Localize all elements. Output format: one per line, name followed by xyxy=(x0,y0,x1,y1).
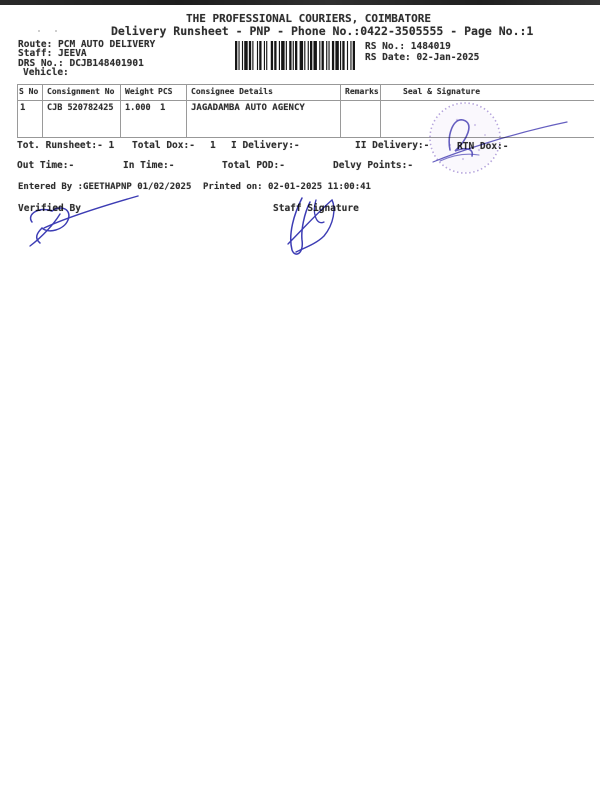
scan-speck xyxy=(38,30,40,32)
total-dox-label: Total Dox:- xyxy=(132,140,195,151)
staff-line: Staff: JEEVA xyxy=(18,48,87,59)
col-header-consignee: Consignee Details xyxy=(191,87,273,96)
doc-title: THE PROFESSIONAL COURIERS, COIMBATORE xyxy=(186,12,432,25)
seal-stamp xyxy=(395,95,595,190)
scan-speck xyxy=(55,30,57,32)
doc-subtitle: Delivery Runsheet - PNP - Phone No.:0422-3505555 - Page No.:1 xyxy=(111,24,534,38)
route-line: Route: PCM AUTO DELIVERY xyxy=(18,39,156,50)
ii-delivery: II Delivery:- xyxy=(355,140,430,151)
tot-runsheet: Tot. Runsheet:- 1 xyxy=(17,140,115,151)
delvy-points: Delvy Points:- xyxy=(333,160,414,171)
col-header-weight: Weight xyxy=(125,87,154,96)
entered-by: Entered By :GEETHAPNP 01/02/2025 xyxy=(18,182,192,192)
col-header-consignment: Consignment No xyxy=(47,87,115,96)
barcode xyxy=(235,41,355,74)
col-header-seal: Seal & Signature xyxy=(403,87,481,96)
cell-consignment-no: CJB 520782425 xyxy=(47,103,114,113)
printed-on: Printed on: 02-01-2025 11:00:41 xyxy=(203,182,371,192)
drs-no-line: DRS No.: DCJB148401901 xyxy=(18,58,144,69)
vehicle-line: Vehicle: xyxy=(23,67,69,78)
staff-signature-label: Staff Signature xyxy=(273,203,359,214)
cell-consignee: JAGADAMBA AUTO AGENCY xyxy=(191,103,305,113)
cell-weight: 1.000 xyxy=(125,103,151,113)
i-delivery: I Delivery:- xyxy=(231,140,300,151)
rtn-dox: RTN Dox:- xyxy=(457,141,509,152)
col-header-pcs: PCS xyxy=(158,87,173,96)
col-header-sno: S No xyxy=(19,87,39,96)
cell-sno: 1 xyxy=(20,103,26,113)
in-time: In Time:- xyxy=(123,160,175,171)
rs-date-line: RS Date: 02-Jan-2025 xyxy=(365,52,480,63)
col-header-remarks: Remarks xyxy=(345,87,379,96)
verified-by-label: Verified By xyxy=(18,203,81,214)
total-dox-value: 1 xyxy=(210,140,216,151)
rs-no-line: RS No.: 1484019 xyxy=(365,41,451,52)
out-time: Out Time:- xyxy=(17,160,75,171)
cell-pcs: 1 xyxy=(160,103,166,113)
staff-signature-ink xyxy=(260,192,360,262)
total-pod: Total POD:- xyxy=(222,160,285,171)
verified-signature-ink xyxy=(10,190,150,255)
scan-artifact-bar xyxy=(0,0,600,5)
